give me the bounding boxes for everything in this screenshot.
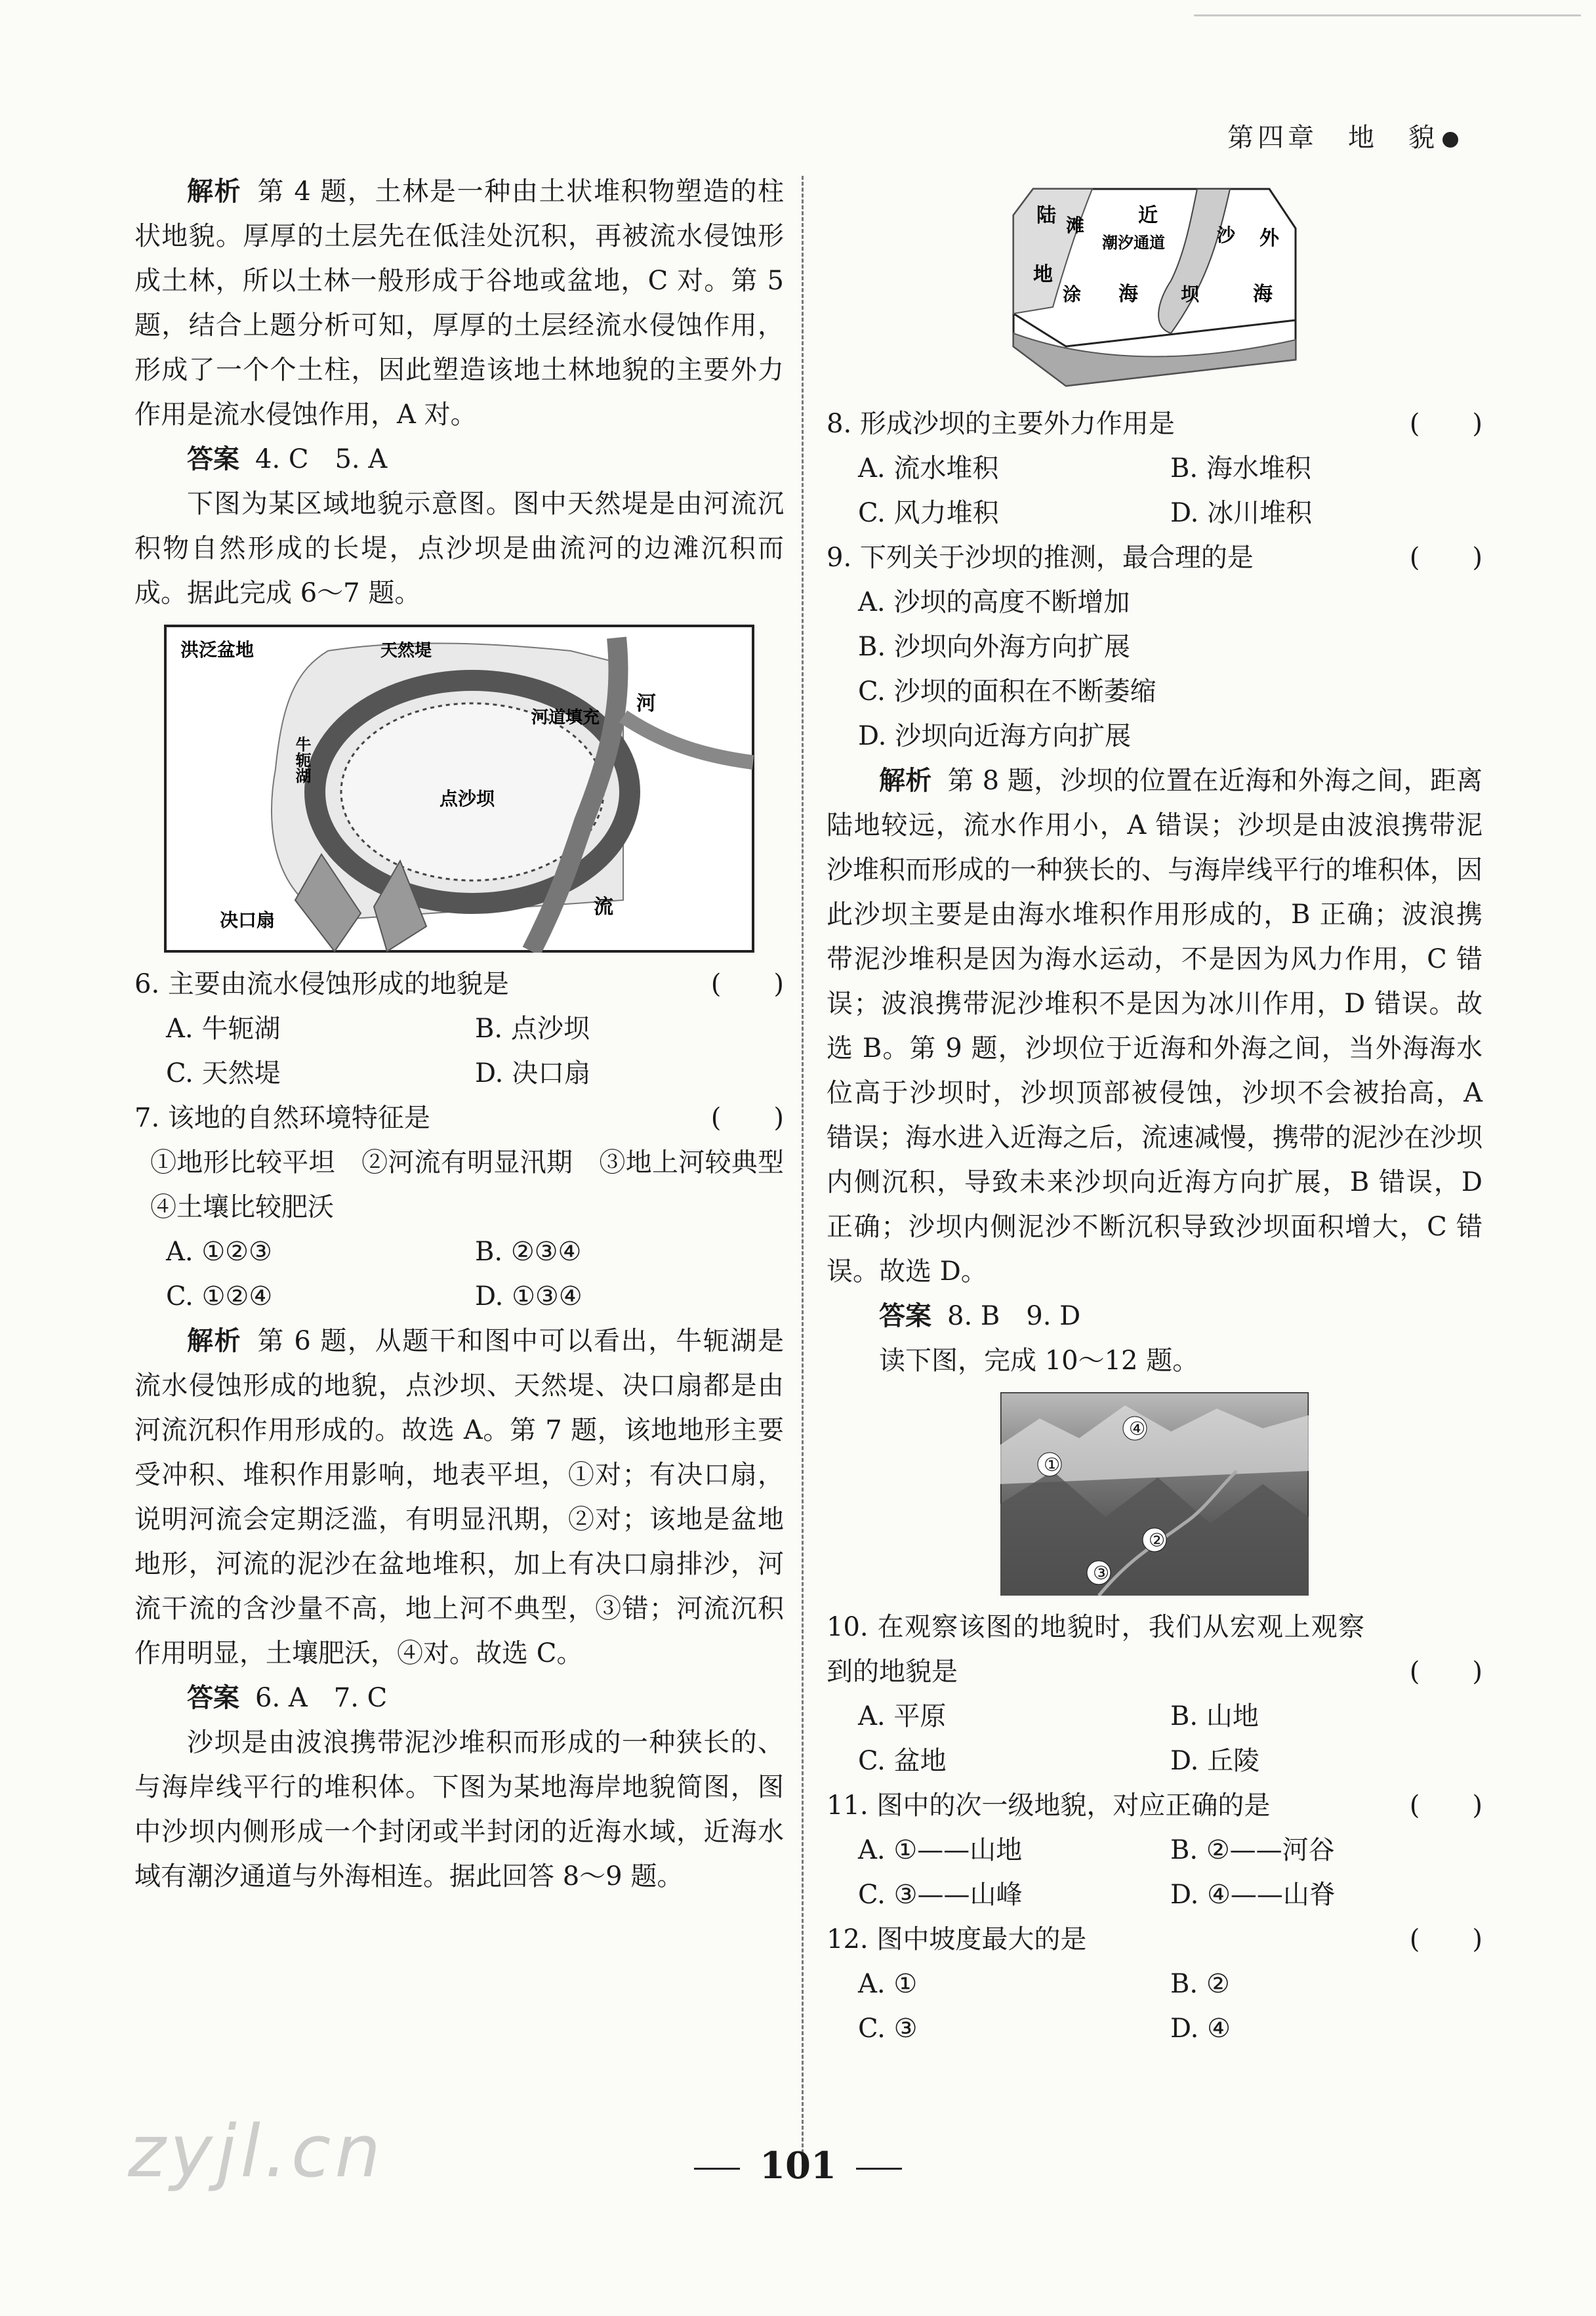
chapter-title: 第四章 地 貌: [1227, 123, 1439, 153]
q10-option-d: D. 丘陵: [1170, 1746, 1260, 1776]
label-oxbow: 牛轭湖: [293, 736, 311, 783]
label-river1: 河: [636, 692, 656, 715]
q10-option-b: B. 山地: [1170, 1701, 1259, 1731]
q7-items: ①地形比较平坦 ②河流有明显汛期 ③地上河较典型 ④土壤比较肥沃: [150, 1148, 810, 1222]
q8-stem: 8. 形成沙坝的主要外力作用是: [827, 409, 1175, 439]
label-bar1: 沙: [1217, 224, 1236, 246]
intro-10-12: 读下图，完成 10～12 题。: [879, 1346, 1199, 1376]
answer-label: 答案: [879, 1301, 931, 1331]
q12-option-b: B. ②: [1170, 1969, 1230, 1999]
q12-option-c: C. ③: [858, 2014, 918, 2044]
coast-landform-diagram: [1007, 169, 1302, 392]
label-fill: 河道填充: [531, 708, 600, 728]
q7-stem: 7. 该地的自然环境特征是: [134, 1103, 430, 1133]
analysis-label: 解析: [187, 176, 242, 207]
q8-option-d: D. 冰川堆积: [1170, 498, 1313, 528]
q10-options: [827, 1694, 1483, 1783]
q9-option-b: B. 沙坝向外海方向扩展: [858, 632, 1130, 662]
marker-2-label: ②: [1149, 1529, 1166, 1551]
label-beach2: 涂: [1063, 283, 1082, 305]
label-land1: 陆: [1036, 204, 1056, 227]
q11-option-b: B. ②——河谷: [1170, 1835, 1335, 1865]
analysis-6-7: [134, 1319, 784, 1676]
label-outer2: 海: [1253, 283, 1273, 306]
label-beach1: 滩: [1066, 215, 1085, 236]
q8-option-c: C. 风力堆积: [858, 498, 999, 528]
label-levee: 天然堤: [380, 641, 432, 661]
analysis-text: 第 8 题，沙坝的位置在近海和外海之间，距离陆地较远，流水作用小，A 错误；沙坝是由波浪携带泥沙堆积而形成的一种狭长的、与海岸线平行的堆积体，因此沙坝主要是由海水堆积作用形成的，B 正确；波浪携带泥沙堆积是因为海水运动，不是因为风力作用，C 错误；波浪携带泥沙堆积不是因为冰川作用，D 错误。故选 B。第 9 题，沙坝位于近海和外海之间，当外海海水位高于沙坝时，沙坝顶部被侵蚀，沙坝不会被抬高，A 错误；海水进入近海之后，流速减慢，携带的泥沙在沙坝内侧沉积，导致未来沙坝向近海方向扩展，B 错误，D 正确；沙坝内侧泥沙不断沉积导致沙坝面积增大，C 错误。故选 D。: [827, 766, 1483, 1287]
analysis-label: 解析: [187, 1326, 242, 1356]
label-river2: 流: [594, 896, 613, 919]
label-channel: 潮汐通道: [1102, 234, 1165, 252]
q6-paren: ( ): [710, 969, 784, 999]
analysis-8-9: [827, 758, 1483, 1294]
river-landform-map: [164, 625, 754, 953]
q8-paren: ( ): [1409, 409, 1483, 439]
answer-text: 6. A 7. C: [255, 1683, 388, 1713]
q7-option-d: D. ①③④: [475, 1281, 583, 1312]
intro-8-9: 沙坝是由波浪携带泥沙堆积而形成的一种狭长的、与海岸线平行的堆积体。下图为某地海岸地貌简图，图中沙坝内侧形成一个封闭或半封闭的近海水域，近海水域有潮汐通道与外海相连。据此回答 8～9 题。: [134, 1727, 784, 1892]
label-bar2: 坝: [1181, 283, 1200, 305]
intro-6-7: 下图为某区域地貌示意图。图中天然堤是由河流沉积物自然形成的长堤，点沙坝是曲流河的边滩沉积而成。据此完成 6～7 题。: [134, 489, 784, 608]
label-near2: 海: [1118, 283, 1138, 306]
question-6: [134, 962, 784, 1006]
question-12: [827, 1917, 1483, 1962]
q8-option-a: A. 流水堆积: [858, 453, 999, 484]
label-land2: 地: [1033, 263, 1053, 286]
q6-option-a: A. 牛轭湖: [166, 1014, 281, 1044]
q7-option-b: B. ②③④: [475, 1237, 582, 1267]
answer-6-7: [134, 1676, 784, 1720]
marker-1-label: ①: [1044, 1454, 1061, 1476]
q9-option-c: C. 沙坝的面积在不断萎缩: [858, 676, 1156, 707]
right-column: [827, 169, 1483, 2051]
question-11: [827, 1783, 1483, 1828]
left-column: [134, 169, 810, 1899]
analysis-text: 第 6 题，从题干和图中可以看出，牛轭湖是流水侵蚀形成的地貌，点沙坝、天然堤、决口扇都是由河流沉积作用形成的。故选 A。第 7 题，该地地形主要受冲积、堆积作用影响，地表平坦，①对；有决口扇，说明河流会定期泛滥，有明显汛期，②对；该地是盆地地形，河流的泥沙在盆地堆积，加上有决口扇排沙，河流干流的含沙量不高，地上河不典型，③错；河流沉积作用明显，土壤肥沃，④对。故选 C。: [134, 1326, 784, 1668]
q7-option-a: A. ①②③: [166, 1237, 272, 1267]
q11-paren: ( ): [1409, 1790, 1483, 1821]
question-8: [827, 402, 1483, 446]
q11-option-c: C. ③——山峰: [858, 1880, 1023, 1910]
label-pointbar: 点沙坝: [440, 788, 495, 810]
q6-option-b: B. 点沙坝: [475, 1014, 590, 1044]
page-number-text: 101: [760, 2144, 836, 2187]
q11-stem: 11. 图中的次一级地貌，对应正确的是: [827, 1790, 1271, 1821]
answer-label: 答案: [187, 444, 239, 474]
q9-option-a: A. 沙坝的高度不断增加: [858, 587, 1130, 617]
q12-paren: ( ): [1409, 1924, 1483, 1954]
chapter-header: [1227, 117, 1458, 154]
page-dash-right: [856, 2168, 902, 2170]
q7-paren: ( ): [710, 1103, 784, 1133]
answer-label: 答案: [187, 1683, 239, 1713]
q10-paren: ( ): [1409, 1657, 1483, 1687]
answer-8-9: [827, 1294, 1483, 1338]
q10-stem: 10. 在观察该图的地貌时，我们从宏观上观察到的地貌是: [827, 1612, 1364, 1687]
q11-option-a: A. ①——山地: [858, 1835, 1023, 1865]
q12-stem: 12. 图中坡度最大的是: [827, 1924, 1087, 1954]
bullet-icon: [1443, 132, 1458, 148]
q10-option-c: C. 盆地: [858, 1746, 947, 1776]
q6-option-d: D. 决口扇: [475, 1058, 591, 1088]
q9-option-d: D. 沙坝向近海方向扩展: [858, 721, 1132, 751]
q10-option-a: A. 平原: [858, 1701, 947, 1731]
watermark: zyjl.cn: [128, 2109, 385, 2193]
question-7: [134, 1096, 784, 1140]
question-10: [827, 1605, 1483, 1694]
q9-stem: 9. 下列关于沙坝的推测，最合理的是: [827, 543, 1254, 573]
top-rule: [1194, 14, 1581, 16]
label-outer1: 外: [1259, 227, 1279, 250]
q9-options: [827, 580, 1483, 758]
q12-option-d: D. ④: [1170, 2014, 1231, 2044]
q7-option-c: C. ①②④: [166, 1281, 273, 1312]
marker-4-label: ④: [1129, 1418, 1146, 1439]
label-basin: 洪泛盆地: [180, 639, 255, 661]
page-dash-left: [694, 2168, 740, 2170]
q11-options: [827, 1828, 1483, 1917]
mountain-photo: [1000, 1392, 1309, 1596]
answer-text: 4. C 5. A: [255, 444, 388, 474]
analysis-label: 解析: [879, 766, 932, 796]
q12-options: [827, 1962, 1483, 2051]
answer-text: 8. B 9. D: [947, 1301, 1081, 1331]
q8-option-b: B. 海水堆积: [1170, 453, 1311, 484]
q9-paren: ( ): [1409, 543, 1483, 573]
q12-option-a: A. ①: [858, 1969, 918, 1999]
q6-options: [134, 1006, 784, 1096]
label-fan: 决口扇: [220, 909, 276, 931]
q6-stem: 6. 主要由流水侵蚀形成的地貌是: [134, 969, 509, 999]
analysis-4-5: [134, 169, 784, 437]
analysis-text: 第 4 题，土林是一种由土状堆积物塑造的柱状地貌。厚厚的土层先在低洼处沉积，再被流水侵蚀形成土林，所以土林一般形成于谷地或盆地，C 对。第 5 题，结合上题分析可知，厚厚的土层经流水侵蚀作用，形成了一个个土柱，因此塑造该地土林地貌的主要外力作用是流水侵蚀作用，A 对。: [134, 176, 784, 430]
marker-3-label: ③: [1093, 1562, 1110, 1584]
question-9: [827, 535, 1483, 580]
q7-options: [134, 1230, 784, 1319]
q6-option-c: C. 天然堤: [166, 1058, 281, 1088]
q8-options: [827, 446, 1483, 535]
answer-4-5: [134, 437, 784, 482]
label-near1: 近: [1138, 204, 1158, 227]
q11-option-d: D. ④——山脊: [1170, 1880, 1336, 1910]
